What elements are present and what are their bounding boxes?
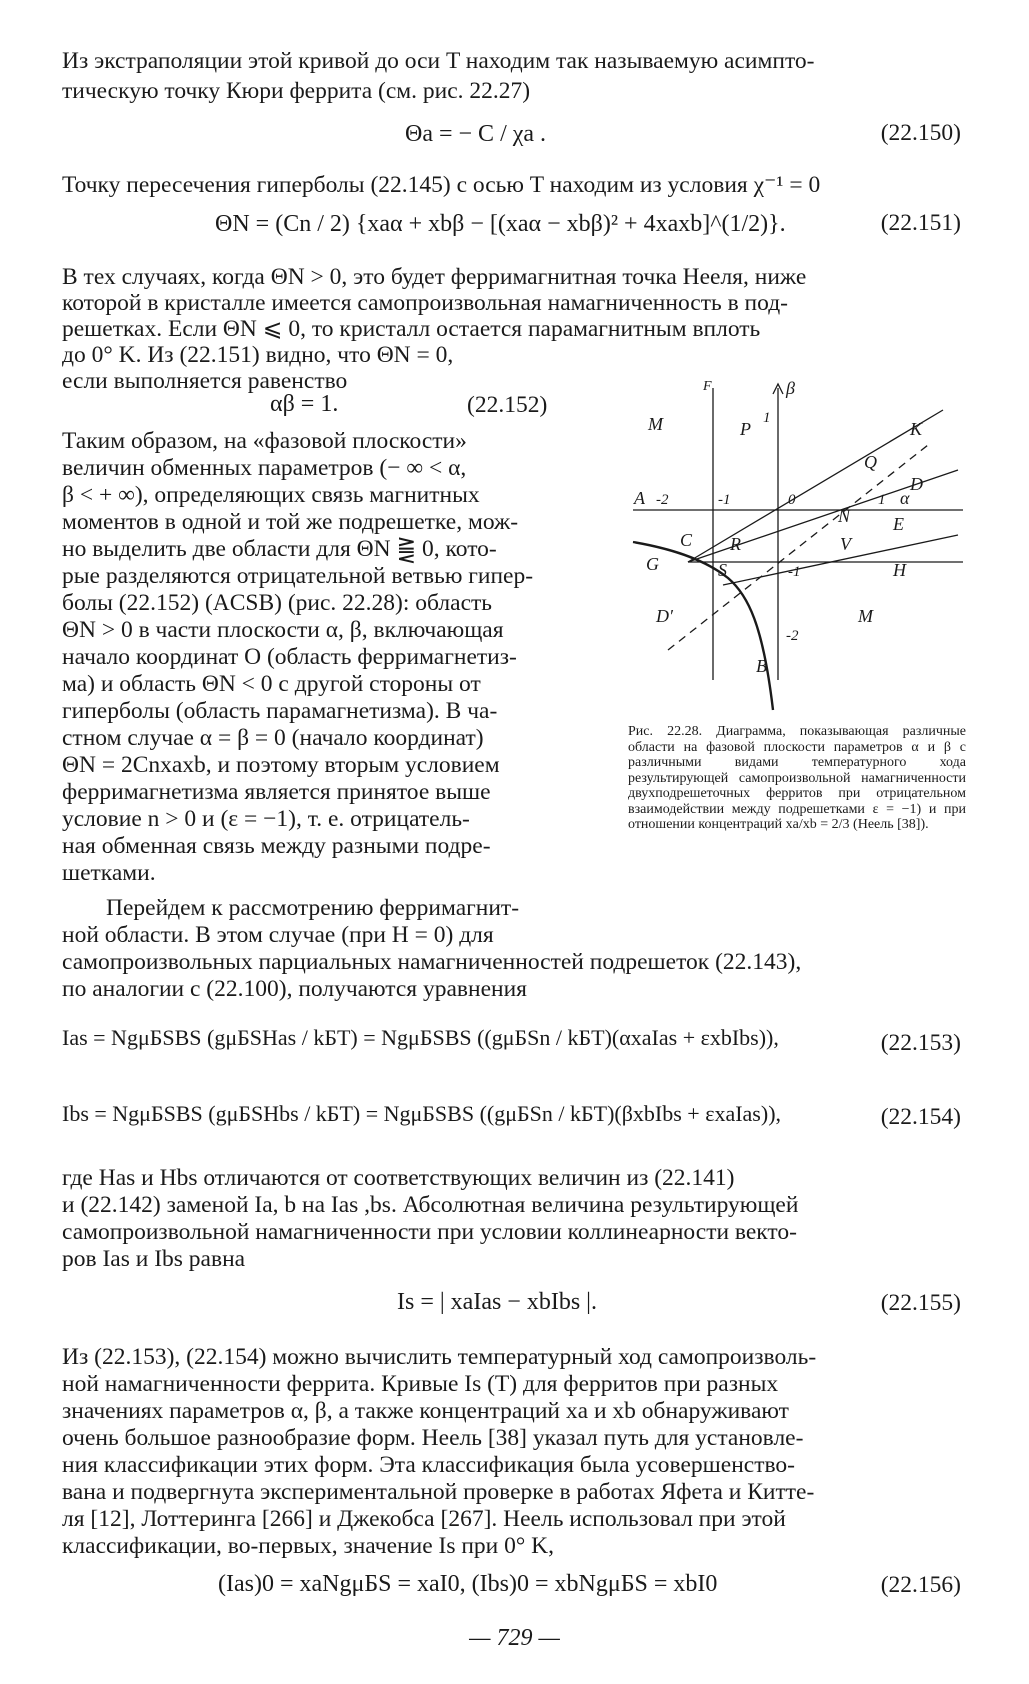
text-line: и (22.142) заменой Ia, b на Ias ,bs. Абсолютная величина результирующей bbox=[62, 1192, 799, 1218]
equation-22-151: ΘN = (Cn / 2) {xaα + xbβ − [(xaα − xbβ)² + 4xaxb]^(1/2)}. bbox=[215, 211, 786, 237]
label-M-top: M bbox=[648, 414, 663, 434]
equation-22-155: Is = | xaIas − xbIbs |. bbox=[397, 1289, 597, 1315]
page-number: — 729 — bbox=[469, 1625, 560, 1651]
text-line: классификации, во-первых, значение Is при 0° K, bbox=[62, 1533, 554, 1559]
text-line: величин обменных параметров (− ∞ < α, bbox=[62, 455, 467, 481]
text-line: тическую точку Кюри феррита (см. рис. 22.27) bbox=[62, 78, 531, 104]
text-line: ная обменная связь между разными подре- bbox=[62, 833, 491, 859]
label-P: P bbox=[740, 419, 751, 439]
tick-alpha-neg2: -2 bbox=[656, 492, 669, 508]
label-B: B bbox=[756, 656, 767, 676]
text-line: болы (22.152) (ACSB) (рис. 22.28): область bbox=[62, 590, 492, 616]
tick-alpha-1: 1 bbox=[878, 492, 886, 508]
text-line: решетках. Если ΘN ⩽ 0, то кристалл остается парамагнитным вплоть bbox=[62, 316, 761, 342]
text-line: вана и подвергнута экспериментальной проверке в работах Яфета и Китте- bbox=[62, 1479, 815, 1505]
text-line: шетками. bbox=[62, 860, 156, 886]
label-E: E bbox=[893, 514, 904, 534]
text-line: условие n > 0 и (ε = −1), т. е. отрицатель- bbox=[62, 806, 470, 832]
label-N: N bbox=[838, 506, 851, 526]
text-line: моментов в одной и той же подрешетке, мож- bbox=[62, 509, 519, 535]
text-line: Из (22.153), (22.154) можно вычислить температурный ход самопроизволь- bbox=[62, 1344, 817, 1370]
text-line: которой в кристалле имеется самопроизвольная намагниченность в под- bbox=[62, 290, 788, 316]
line-K bbox=[688, 410, 943, 562]
label-beta: β bbox=[786, 380, 795, 398]
tick-beta-neg1: -1 bbox=[788, 564, 801, 580]
text-line: ма) и область ΘN < 0 с другой стороны от bbox=[62, 671, 481, 697]
equation-number: (22.151) bbox=[880, 210, 961, 236]
equation-22-153: Ias = NgμБSBS (gμБSHas / kБT) = NgμБSBS ((gμБSn / kБT)(αxaIas + εxbIbs)), bbox=[62, 1025, 779, 1050]
equation-22-152: αβ = 1. bbox=[270, 391, 339, 417]
text-line: Из экстраполяции этой кривой до оси T находим так называемую асимпто- bbox=[62, 48, 815, 74]
text-line: до 0° K. Из (22.151) видно, что ΘN = 0, bbox=[62, 342, 454, 368]
line-D-prime bbox=[668, 445, 928, 650]
text-line: ров Ias и Ibs равна bbox=[62, 1246, 246, 1272]
text-line: значениях параметров α, β, а также концентраций xa и xb обнаруживают bbox=[62, 1398, 789, 1424]
label-F: F bbox=[703, 380, 712, 394]
label-M-bottom: M bbox=[858, 606, 873, 626]
equation-number: (22.150) bbox=[880, 120, 961, 146]
phase-diagram-figure bbox=[628, 380, 968, 720]
equation-number: (22.152) bbox=[467, 392, 548, 418]
label-D: D bbox=[910, 474, 923, 494]
label-alpha: α bbox=[900, 488, 910, 508]
label-K: K bbox=[910, 419, 923, 439]
tick-alpha-neg1: -1 bbox=[718, 492, 731, 508]
text-line: ΘN > 0 в части плоскости α, β, включающая bbox=[62, 617, 504, 643]
text-line: самопроизвольной намагниченности при условии коллинеарности векто- bbox=[62, 1219, 797, 1245]
label-D-prime: D′ bbox=[656, 606, 673, 626]
label-G: G bbox=[646, 554, 659, 574]
label-A: A bbox=[634, 488, 645, 508]
text-line: ния классификации этих форм. Эта классификация была усовершенство- bbox=[62, 1452, 795, 1478]
text-line: по аналогии с (22.100), получаются уравнения bbox=[62, 976, 527, 1002]
label-V: V bbox=[840, 534, 851, 554]
text-line: очень большое разнообразие форм. Неель [38] указал путь для установле- bbox=[62, 1425, 804, 1451]
text-line: самопроизвольных парциальных намагниченностей подрешеток (22.143), bbox=[62, 949, 802, 975]
text-line: ной намагниченности феррита. Кривые Is (T) для ферритов при разных bbox=[62, 1371, 779, 1397]
text-line: ной области. В этом случае (при H = 0) для bbox=[62, 922, 494, 948]
text-line: гиперболы (область парамагнетизма). В ча- bbox=[62, 698, 498, 724]
text-line: Таким образом, на «фазовой плоскости» bbox=[62, 428, 467, 454]
equation-number: (22.155) bbox=[880, 1290, 961, 1316]
equation-22-156: (Ias)0 = xaNgμБS = xaI0, (Ibs)0 = xbNgμБS = xbI0 bbox=[218, 1571, 718, 1597]
label-Q: Q bbox=[864, 452, 877, 472]
text-line: но выделить две области для ΘN ⪌ 0, кото- bbox=[62, 536, 497, 562]
equation-number: (22.153) bbox=[880, 1030, 961, 1056]
equation-22-150: Θa = − C / χa . bbox=[405, 121, 547, 147]
text-line: β < + ∞), определяющих связь магнитных bbox=[62, 482, 480, 508]
text-line: Точку пересечения гиперболы (22.145) с осью T находим из условия χ⁻¹ = 0 bbox=[62, 172, 821, 198]
label-C: C bbox=[680, 530, 693, 550]
text-line: рые разделяются отрицательной ветвью гипер- bbox=[62, 563, 534, 589]
text-line: где Has и Hbs отличаются от соответствующих величин из (22.141) bbox=[62, 1165, 735, 1191]
equation-number: (22.156) bbox=[880, 1572, 961, 1598]
figure-caption: Рис. 22.28. Диаграмма, показывающая различные области на фазовой плоскости параметров α и β с различными видами температурного хода результирующей самопроизвольной намагниченности двухподрешеточных ферритов при отрицательном взаимодействии между подрешетками ε = −1) и при отношении концентраций xa/xb = 2/3 (Неель [38]). bbox=[628, 724, 966, 832]
tick-beta-1: 1 bbox=[763, 410, 771, 426]
text-line: если выполняется равенство bbox=[62, 368, 348, 394]
text-line: ферримагнетизма является принятое выше bbox=[62, 779, 491, 805]
label-R: R bbox=[730, 534, 741, 554]
label-H: H bbox=[893, 560, 906, 580]
tick-beta-neg2: -2 bbox=[786, 628, 799, 644]
text-line: В тех случаях, когда ΘN > 0, это будет ферримагнитная точка Нееля, ниже bbox=[62, 264, 807, 290]
text-line: ΘN = 2Cnxaxb, и поэтому вторым условием bbox=[62, 752, 500, 778]
equation-22-154: Ibs = NgμБSBS (gμБSHbs / kБT) = NgμБSBS ((gμБSn / kБT)(βxbIbs + εxaIas)), bbox=[62, 1101, 782, 1126]
text-line: стном случае α = β = 0 (начало координат) bbox=[62, 725, 484, 751]
text-line: ля [12], Лоттеринга [266] и Джекобса [267]. Неель использовал при этой bbox=[62, 1506, 786, 1532]
text-line: Перейдем к рассмотрению ферримагнит- bbox=[106, 895, 520, 921]
label-S: S bbox=[718, 560, 727, 580]
equation-number: (22.154) bbox=[880, 1104, 961, 1130]
text-line: начало координат O (область ферримагнетиз- bbox=[62, 644, 517, 670]
label-O: 0 bbox=[788, 492, 796, 508]
